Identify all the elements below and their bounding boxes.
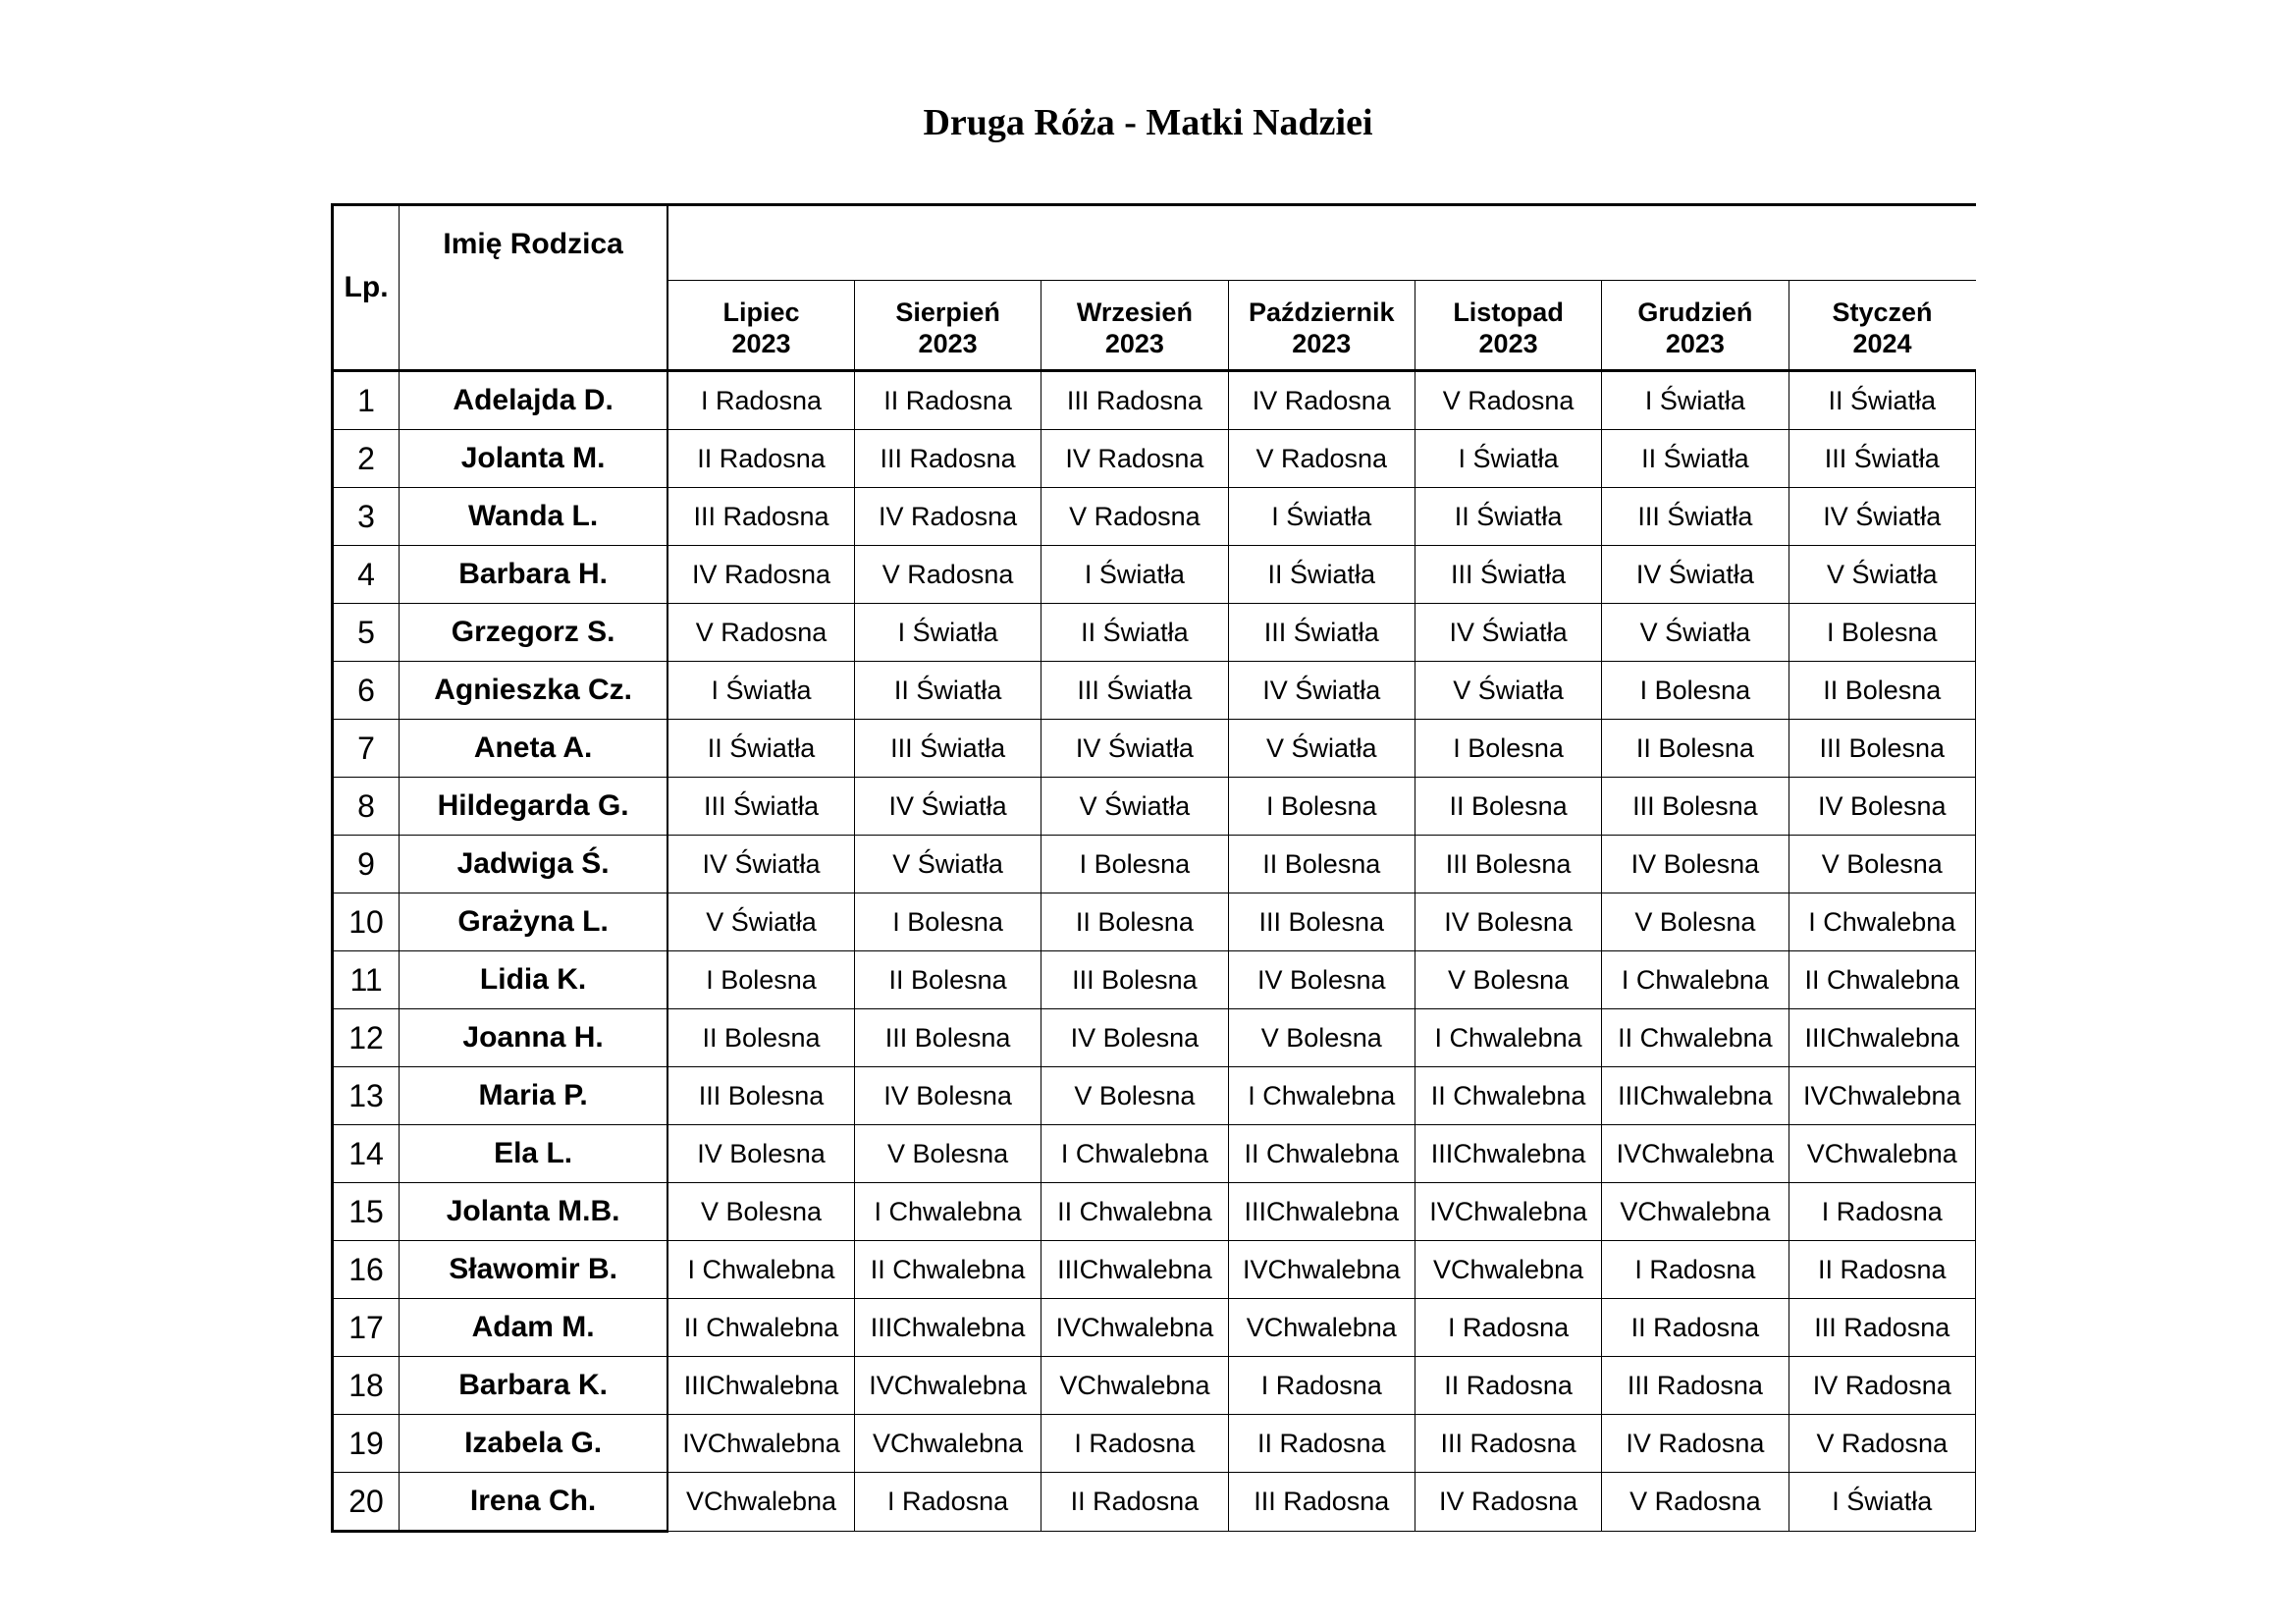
table-row <box>333 662 1976 720</box>
mystery-cell: I Radosna <box>1602 1241 1789 1299</box>
parent-name: Grzegorz S. <box>400 604 667 662</box>
mystery-cell: II Radosna <box>1602 1299 1789 1357</box>
mystery-cell: I Chwalebna <box>667 1241 854 1299</box>
mystery-cell: I Radosna <box>1789 1183 1975 1241</box>
parent-name: Joanna H. <box>400 1009 667 1067</box>
month-name: Grudzień <box>1637 298 1753 327</box>
mystery-cell: I Chwalebna <box>1415 1009 1601 1067</box>
mystery-cell: II Bolesna <box>854 951 1041 1009</box>
name-column-header: Imię Rodzica <box>400 205 667 371</box>
mystery-cell: I Chwalebna <box>1041 1125 1228 1183</box>
mystery-cell: I Chwalebna <box>1789 893 1975 951</box>
month-year: 2023 <box>731 329 791 358</box>
table-row <box>333 1125 1976 1183</box>
mystery-cell: V Światła <box>1228 720 1415 778</box>
mystery-cell: III Światła <box>1041 662 1228 720</box>
table-row <box>333 1241 1976 1299</box>
mystery-cell: IV Bolesna <box>1415 893 1601 951</box>
mystery-cell: III Światła <box>1602 488 1789 546</box>
rosary-schedule-table <box>331 203 1976 1533</box>
parent-name: Jadwiga Ś. <box>400 836 667 893</box>
mystery-cell: III Światła <box>1415 546 1601 604</box>
mystery-cell: III Radosna <box>1789 1299 1975 1357</box>
month-header <box>1602 281 1789 371</box>
header-blank-band <box>667 205 1975 281</box>
month-header <box>854 281 1041 371</box>
mystery-cell: IV Bolesna <box>1228 951 1415 1009</box>
month-year: 2023 <box>1292 329 1352 358</box>
month-year: 2023 <box>1104 329 1164 358</box>
mystery-cell: IIIChwalebna <box>1602 1067 1789 1125</box>
row-number: 6 <box>333 662 400 720</box>
row-number: 18 <box>333 1357 400 1415</box>
mystery-cell: I Radosna <box>854 1473 1041 1532</box>
mystery-cell: IV Światła <box>854 778 1041 836</box>
mystery-cell: II Światła <box>1228 546 1415 604</box>
mystery-cell: V Radosna <box>854 546 1041 604</box>
mystery-cell: I Radosna <box>1041 1415 1228 1473</box>
row-number: 15 <box>333 1183 400 1241</box>
mystery-cell: III Bolesna <box>1789 720 1975 778</box>
row-number: 5 <box>333 604 400 662</box>
mystery-cell: IV Bolesna <box>1041 1009 1228 1067</box>
mystery-cell: III Radosna <box>1228 1473 1415 1532</box>
mystery-cell: V Bolesna <box>1789 836 1975 893</box>
table-row <box>333 430 1976 488</box>
mystery-cell: III Światła <box>1789 430 1975 488</box>
table-row <box>333 893 1976 951</box>
mystery-cell: V Światła <box>1041 778 1228 836</box>
mystery-cell: VChwalebna <box>1041 1357 1228 1415</box>
mystery-cell: IV Światła <box>1041 720 1228 778</box>
mystery-cell: V Radosna <box>1228 430 1415 488</box>
mystery-cell: I Bolesna <box>1415 720 1601 778</box>
mystery-cell: V Bolesna <box>854 1125 1041 1183</box>
mystery-cell: II Chwalebna <box>854 1241 1041 1299</box>
mystery-cell: I Bolesna <box>1602 662 1789 720</box>
mystery-cell: II Radosna <box>667 430 854 488</box>
mystery-cell: I Światła <box>667 662 854 720</box>
mystery-cell: III Radosna <box>854 430 1041 488</box>
mystery-cell: V Radosna <box>667 604 854 662</box>
parent-name: Ela L. <box>400 1125 667 1183</box>
row-number: 17 <box>333 1299 400 1357</box>
mystery-cell: I Światła <box>1041 546 1228 604</box>
mystery-cell: II Chwalebna <box>1789 951 1975 1009</box>
mystery-cell: I Światła <box>1602 371 1789 430</box>
mystery-cell: IVChwalebna <box>1602 1125 1789 1183</box>
month-header <box>667 281 854 371</box>
mystery-cell: III Radosna <box>1041 371 1228 430</box>
parent-name: Adelajda D. <box>400 371 667 430</box>
mystery-cell: III Bolesna <box>854 1009 1041 1067</box>
row-number: 13 <box>333 1067 400 1125</box>
table-row <box>333 1183 1976 1241</box>
month-header <box>1415 281 1601 371</box>
parent-name: Aneta A. <box>400 720 667 778</box>
mystery-cell: VChwalebna <box>1789 1125 1975 1183</box>
mystery-cell: III Radosna <box>1602 1357 1789 1415</box>
mystery-cell: V Bolesna <box>1602 893 1789 951</box>
row-number: 7 <box>333 720 400 778</box>
mystery-cell: I Chwalebna <box>854 1183 1041 1241</box>
mystery-cell: IV Światła <box>1789 488 1975 546</box>
mystery-cell: V Bolesna <box>1041 1067 1228 1125</box>
row-number: 16 <box>333 1241 400 1299</box>
mystery-cell: III Radosna <box>1415 1415 1601 1473</box>
mystery-cell: II Radosna <box>1789 1241 1975 1299</box>
mystery-cell: V Światła <box>1602 604 1789 662</box>
table-row <box>333 1009 1976 1067</box>
mystery-cell: V Radosna <box>1415 371 1601 430</box>
mystery-cell: I Światła <box>1228 488 1415 546</box>
month-name: Sierpień <box>895 298 1000 327</box>
row-number: 9 <box>333 836 400 893</box>
mystery-cell: II Światła <box>1041 604 1228 662</box>
mystery-cell: II Światła <box>1602 430 1789 488</box>
table-row <box>333 778 1976 836</box>
mystery-cell: II Światła <box>854 662 1041 720</box>
mystery-cell: IV Radosna <box>1602 1415 1789 1473</box>
mystery-cell: I Światła <box>854 604 1041 662</box>
mystery-cell: II Bolesna <box>1415 778 1601 836</box>
table-row <box>333 371 1976 430</box>
mystery-cell: I Radosna <box>1415 1299 1601 1357</box>
table-row <box>333 604 1976 662</box>
mystery-cell: IIIChwalebna <box>854 1299 1041 1357</box>
mystery-cell: III Światła <box>854 720 1041 778</box>
mystery-cell: V Radosna <box>1789 1415 1975 1473</box>
month-header <box>1789 281 1975 371</box>
mystery-cell: III Bolesna <box>667 1067 854 1125</box>
mystery-cell: V Radosna <box>1602 1473 1789 1532</box>
row-number: 20 <box>333 1473 400 1532</box>
mystery-cell: II Chwalebna <box>1415 1067 1601 1125</box>
mystery-cell: IV Radosna <box>1789 1357 1975 1415</box>
mystery-cell: IVChwalebna <box>667 1415 854 1473</box>
mystery-cell: III Bolesna <box>1041 951 1228 1009</box>
mystery-cell: IIIChwalebna <box>1789 1009 1975 1067</box>
table-row <box>333 1415 1976 1473</box>
row-number: 1 <box>333 371 400 430</box>
mystery-cell: IV Bolesna <box>1789 778 1975 836</box>
table-row <box>333 1299 1976 1357</box>
mystery-cell: III Radosna <box>667 488 854 546</box>
parent-name: Barbara K. <box>400 1357 667 1415</box>
mystery-cell: IIIChwalebna <box>667 1357 854 1415</box>
row-number: 3 <box>333 488 400 546</box>
mystery-cell: V Światła <box>1789 546 1975 604</box>
row-number: 11 <box>333 951 400 1009</box>
table-row <box>333 546 1976 604</box>
table-row <box>333 1357 1976 1415</box>
mystery-cell: IV Radosna <box>1228 371 1415 430</box>
row-number: 19 <box>333 1415 400 1473</box>
table-row <box>333 720 1976 778</box>
row-number: 14 <box>333 1125 400 1183</box>
mystery-cell: III Światła <box>1228 604 1415 662</box>
mystery-cell: II Radosna <box>1041 1473 1228 1532</box>
mystery-cell: I Bolesna <box>1041 836 1228 893</box>
mystery-cell: IIIChwalebna <box>1041 1241 1228 1299</box>
mystery-cell: II Radosna <box>1228 1415 1415 1473</box>
mystery-cell: V Bolesna <box>1228 1009 1415 1067</box>
mystery-cell: II Radosna <box>854 371 1041 430</box>
parent-name: Maria P. <box>400 1067 667 1125</box>
mystery-cell: VChwalebna <box>1602 1183 1789 1241</box>
mystery-cell: II Światła <box>667 720 854 778</box>
table-row <box>333 1067 1976 1125</box>
mystery-cell: I Światła <box>1789 1473 1975 1532</box>
lp-column-header: Lp. <box>333 205 400 371</box>
month-name: Wrzesień <box>1076 298 1193 327</box>
mystery-cell: VChwalebna <box>854 1415 1041 1473</box>
mystery-cell: IV Światła <box>1602 546 1789 604</box>
mystery-cell: IVChwalebna <box>1415 1183 1601 1241</box>
mystery-cell: II Chwalebna <box>1602 1009 1789 1067</box>
mystery-cell: II Światła <box>1789 371 1975 430</box>
parent-name: Sławomir B. <box>400 1241 667 1299</box>
mystery-cell: IV Radosna <box>667 546 854 604</box>
mystery-cell: V Światła <box>854 836 1041 893</box>
row-number: 10 <box>333 893 400 951</box>
mystery-cell: IV Bolesna <box>854 1067 1041 1125</box>
mystery-cell: IV Radosna <box>1415 1473 1601 1532</box>
row-number: 4 <box>333 546 400 604</box>
month-name: Styczeń <box>1832 298 1933 327</box>
mystery-cell: I Chwalebna <box>1228 1067 1415 1125</box>
parent-name: Agnieszka Cz. <box>400 662 667 720</box>
month-header <box>1228 281 1415 371</box>
mystery-cell: IVChwalebna <box>1228 1241 1415 1299</box>
mystery-cell: I Chwalebna <box>1602 951 1789 1009</box>
mystery-cell: III Bolesna <box>1415 836 1601 893</box>
parent-name: Grażyna L. <box>400 893 667 951</box>
mystery-cell: II Bolesna <box>1602 720 1789 778</box>
mystery-cell: II Chwalebna <box>1228 1125 1415 1183</box>
table-row <box>333 836 1976 893</box>
table-row <box>333 488 1976 546</box>
document-title: Druga Róża - Matki Nadziei <box>923 102 1373 143</box>
mystery-cell: IV Radosna <box>1041 430 1228 488</box>
parent-name: Irena Ch. <box>400 1473 667 1532</box>
mystery-cell: V Bolesna <box>667 1183 854 1241</box>
month-year: 2023 <box>1478 329 1538 358</box>
mystery-cell: II Chwalebna <box>667 1299 854 1357</box>
mystery-cell: I Światła <box>1415 430 1601 488</box>
mystery-cell: IV Bolesna <box>667 1125 854 1183</box>
mystery-cell: V Radosna <box>1041 488 1228 546</box>
mystery-cell: I Bolesna <box>1789 604 1975 662</box>
month-name: Październik <box>1248 298 1395 327</box>
mystery-cell: IIIChwalebna <box>1228 1183 1415 1241</box>
mystery-cell: II Bolesna <box>667 1009 854 1067</box>
mystery-cell: II Bolesna <box>1041 893 1228 951</box>
mystery-cell: III Bolesna <box>1602 778 1789 836</box>
mystery-cell: I Bolesna <box>854 893 1041 951</box>
mystery-cell: IVChwalebna <box>1789 1067 1975 1125</box>
mystery-cell: I Bolesna <box>667 951 854 1009</box>
mystery-cell: IV Bolesna <box>1602 836 1789 893</box>
mystery-cell: IV Radosna <box>854 488 1041 546</box>
row-number: 8 <box>333 778 400 836</box>
month-year: 2024 <box>1852 329 1912 358</box>
parent-name: Wanda L. <box>400 488 667 546</box>
mystery-cell: V Bolesna <box>1415 951 1601 1009</box>
mystery-cell: IVChwalebna <box>1041 1299 1228 1357</box>
month-name: Listopad <box>1453 298 1564 327</box>
mystery-cell: I Radosna <box>1228 1357 1415 1415</box>
mystery-cell: II Bolesna <box>1228 836 1415 893</box>
mystery-cell: III Światła <box>667 778 854 836</box>
month-year: 2023 <box>1665 329 1725 358</box>
month-year: 2023 <box>918 329 978 358</box>
mystery-cell: IV Światła <box>1415 604 1601 662</box>
mystery-cell: VChwalebna <box>1415 1241 1601 1299</box>
mystery-cell: I Bolesna <box>1228 778 1415 836</box>
row-number: 12 <box>333 1009 400 1067</box>
mystery-cell: IV Światła <box>667 836 854 893</box>
month-header <box>1041 281 1228 371</box>
parent-name: Lidia K. <box>400 951 667 1009</box>
parent-name: Jolanta M. <box>400 430 667 488</box>
mystery-cell: II Bolesna <box>1789 662 1975 720</box>
mystery-cell: VChwalebna <box>1228 1299 1415 1357</box>
mystery-cell: IVChwalebna <box>854 1357 1041 1415</box>
mystery-cell: IV Światła <box>1228 662 1415 720</box>
mystery-cell: II Radosna <box>1415 1357 1601 1415</box>
mystery-cell: V Światła <box>667 893 854 951</box>
mystery-cell: II Światła <box>1415 488 1601 546</box>
month-name: Lipiec <box>722 298 800 327</box>
parent-name: Adam M. <box>400 1299 667 1357</box>
mystery-cell: I Radosna <box>667 371 854 430</box>
mystery-cell: IIIChwalebna <box>1415 1125 1601 1183</box>
row-number: 2 <box>333 430 400 488</box>
table-row <box>333 1473 1976 1532</box>
mystery-cell: III Bolesna <box>1228 893 1415 951</box>
mystery-cell: VChwalebna <box>667 1473 854 1532</box>
header-row-top <box>333 205 1976 281</box>
parent-name: Barbara H. <box>400 546 667 604</box>
table-row <box>333 951 1976 1009</box>
mystery-cell: II Chwalebna <box>1041 1183 1228 1241</box>
parent-name: Izabela G. <box>400 1415 667 1473</box>
mystery-cell: V Światła <box>1415 662 1601 720</box>
parent-name: Jolanta M.B. <box>400 1183 667 1241</box>
parent-name: Hildegarda G. <box>400 778 667 836</box>
